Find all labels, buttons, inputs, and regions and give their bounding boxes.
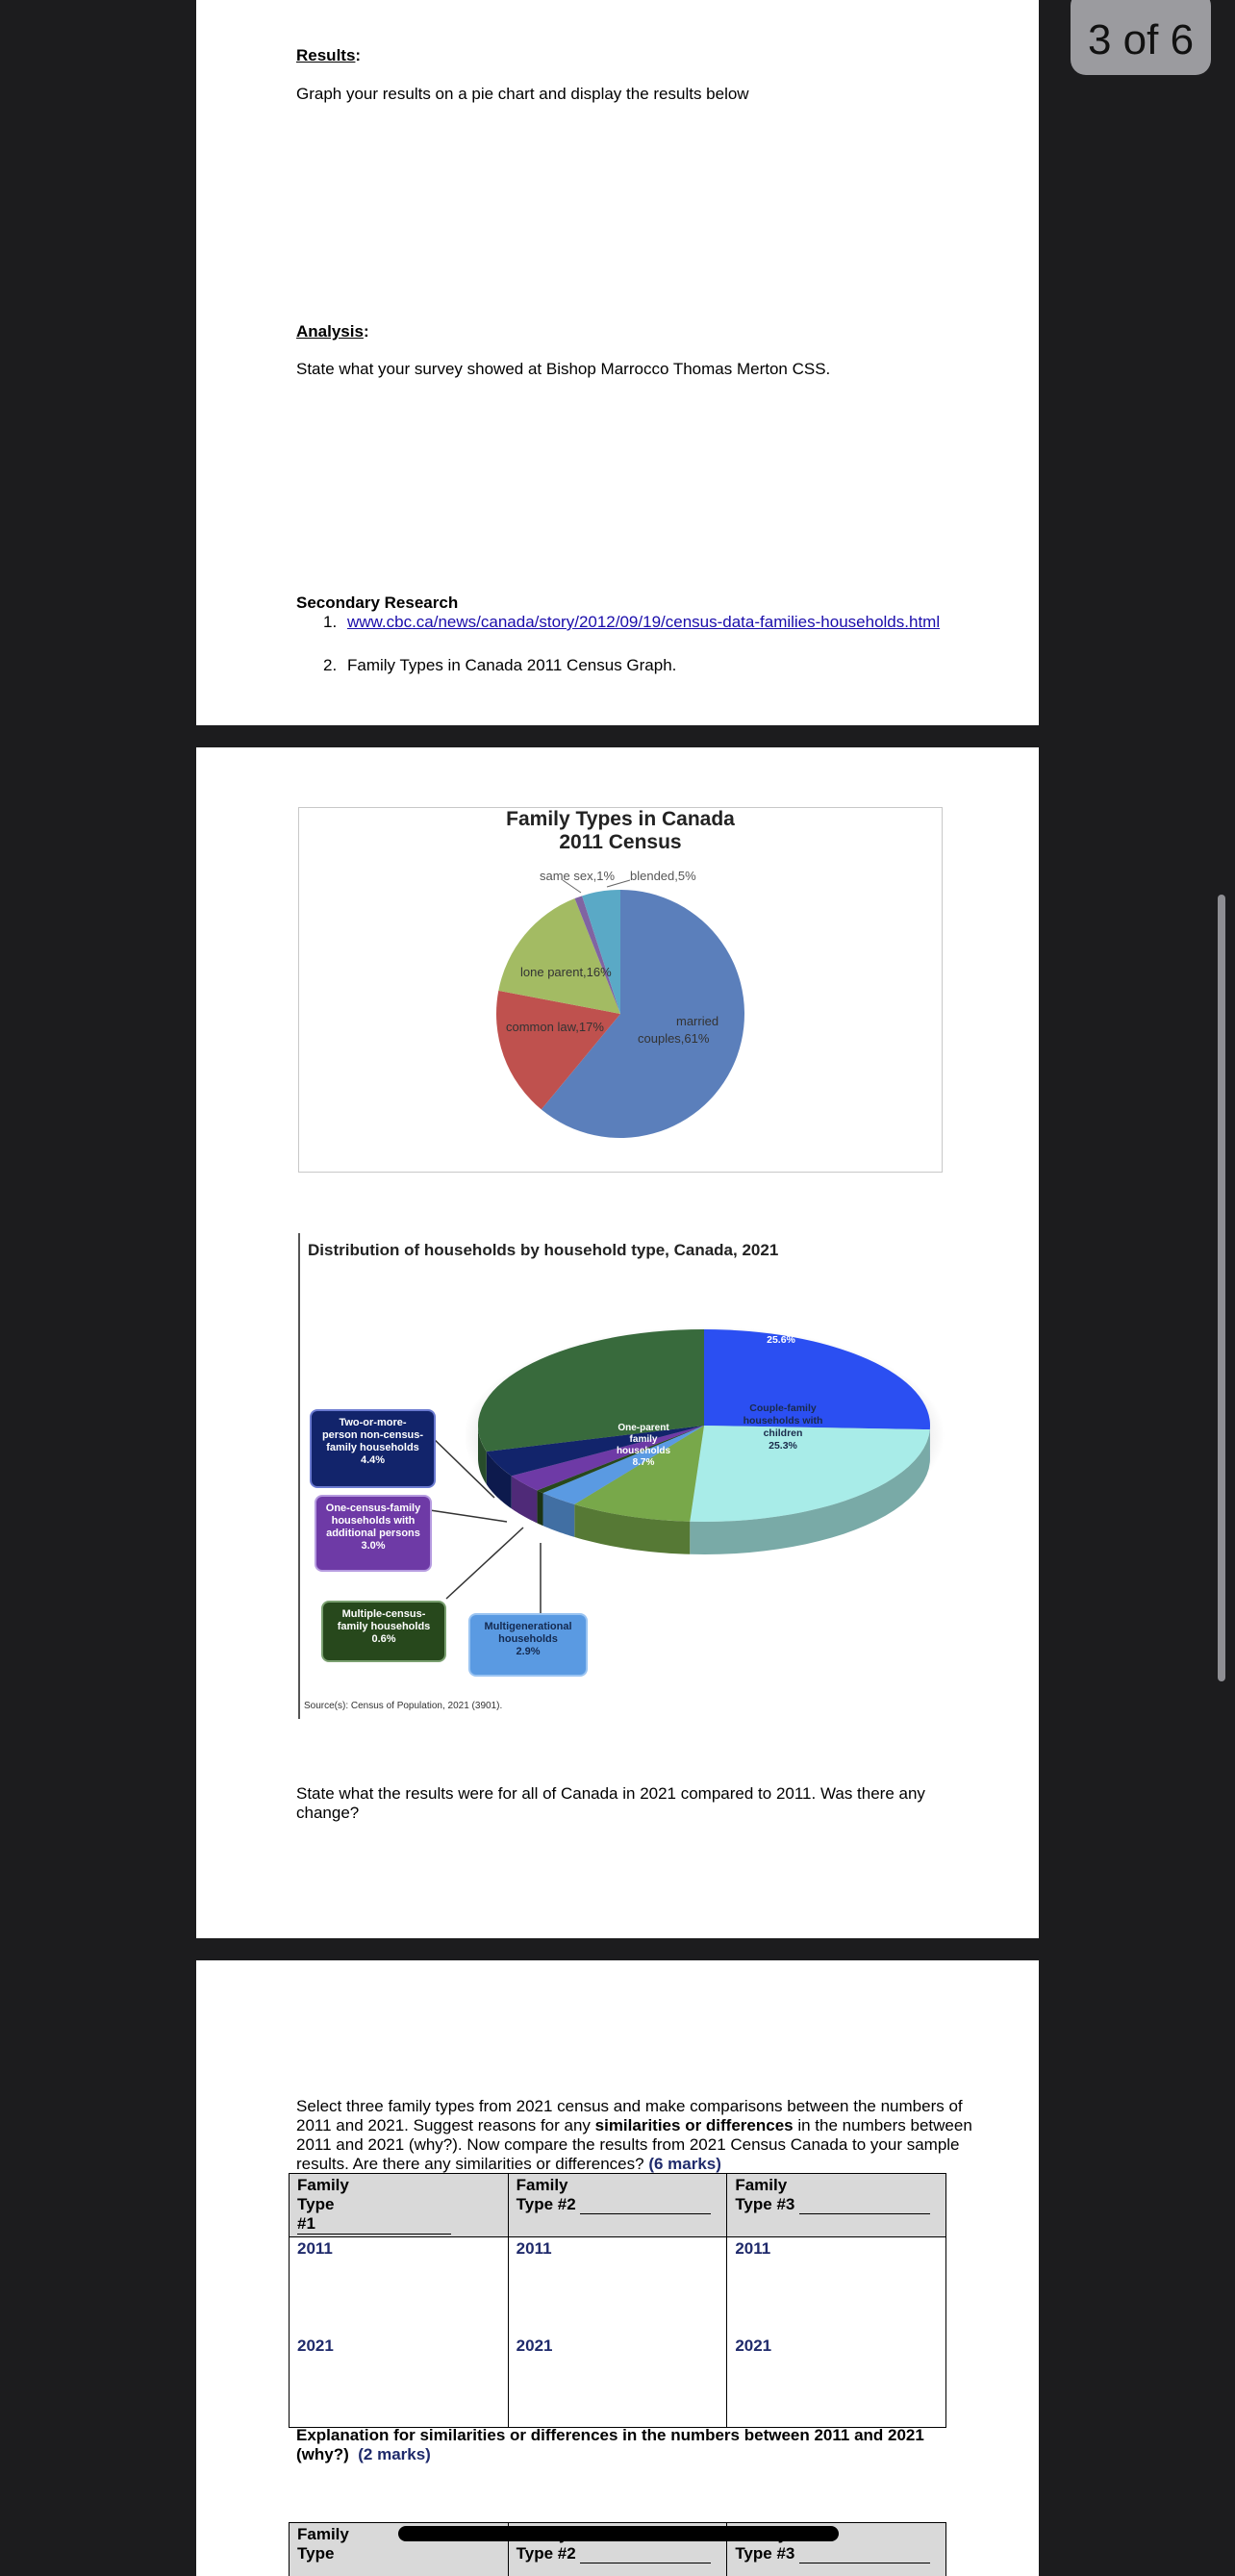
results-heading: Results: [296,46,361,65]
list-number-2: 2. [323,656,337,675]
label-couple-without-l1: Couple-family [747,1297,815,1308]
table2-header-type-1: Family Type [290,2523,509,2576]
household-distribution-2021-chart [298,1233,964,1719]
label-lone-parent: lone parent,16% [520,965,612,979]
family-types-2011-chart [298,807,943,1173]
label-married-line2: couples,61% [638,1031,710,1046]
label-common-law: common law,17% [506,1020,604,1034]
leader-multiple [446,1528,523,1599]
side-4 [537,1490,542,1526]
cell-type2[interactable]: 2011 2021 [508,2237,727,2428]
chart2-title: Distribution of households by household type, Canada, 2021 [308,1241,778,1260]
explanation-prompt: Explanation for similarities or differences in the numbers between 2011 and 2021 (why?) (2 marks) [296,2426,970,2464]
header-family-type-1: Family Type #1 [290,2174,509,2237]
list-number-1: 1. [323,613,337,632]
callout-one-census: One-census-family households with additional persons 3.0% [315,1495,432,1572]
label-one-parent-l1: One-parent [618,1423,669,1433]
callout-two-or-more: Two-or-more- person non-census- family households 4.4% [310,1409,436,1488]
label-couple-without-l4: 25.6% [767,1334,795,1346]
family-type-comparison-table [289,2173,946,2428]
label-couple-with-l4: 25.3% [769,1440,797,1452]
label-couple-without-l3: children [762,1322,801,1333]
label-one-person-l2: 29.3% [578,1300,607,1311]
comparison-instructions: Select three family types from 2021 census and make comparisons between the numbers of 2011 and 2021. Suggest reasons for any similarities or differences in the numbers between 2011 and 2021 (why?). Now compare the results from 2021 Census Canada to your sample results. Are there any similarities or differences? (6 marks) [296,2097,994,2174]
label-same-sex: same sex,1% [540,869,615,883]
comparison-question: State what the results were for all of Canada in 2021 compared to 2011. Was there any change? [296,1784,931,1823]
header-family-type-2: Family Type #2 [508,2174,727,2237]
document-page-1 [196,0,1039,725]
label-one-parent-l4: 8.7% [633,1457,655,1468]
table2-header-type-2: Type #2 [508,2523,727,2576]
label-couple-without-l2: households without [733,1309,829,1321]
table2-header-type-3: Type #3 [727,2523,946,2576]
page-indicator: 3 of 6 [1071,0,1211,75]
pie-2021-slices [478,1329,930,1522]
vertical-scrollbar[interactable] [1218,895,1225,1681]
family-types-graph-item: Family Types in Canada 2011 Census Graph. [347,656,676,675]
label-blended: blended,5% [630,869,696,883]
chart-title: Family Types in Canada [299,808,942,831]
cell-type1[interactable]: 2011 2021 [290,2237,509,2428]
label-one-person-l1: One-person households [535,1287,651,1299]
label-couple-with-l2: households with [744,1415,823,1427]
callout-multiple: Multiple-census- family households 0.6% [321,1601,446,1662]
document-page-3 [196,1960,1039,2576]
cbc-census-link[interactable]: www.cbc.ca/news/canada/story/2012/09/19/census-data-families-households.html [347,613,940,632]
secondary-research-heading: Secondary Research [296,593,458,613]
cell-type3[interactable]: 2011 2021 [727,2237,946,2428]
label-married-line1: married [676,1014,718,1028]
label-one-parent-l2: family [630,1434,658,1445]
callout-multigen: Multigenerational households 2.9% [468,1613,588,1677]
header-family-type-3: Family Type #3 [727,2174,946,2237]
document-page-2 [196,747,1039,1938]
analysis-heading: Analysis: [296,322,369,341]
home-indicator[interactable] [398,2526,839,2541]
label-couple-with-l3: children [764,1427,803,1439]
leader-one-census [430,1510,507,1522]
chart2-source: Source(s): Census of Population, 2021 (3901). [304,1701,502,1711]
chart-subtitle: 2011 Census [299,831,942,854]
label-couple-with-l1: Couple-family [749,1402,817,1414]
results-instructions: Graph your results on a pie chart and display the results below [296,85,749,104]
analysis-instructions: State what your survey showed at Bishop Marrocco Thomas Merton CSS. [296,360,830,379]
pie-2011-svg [299,808,942,1172]
label-one-parent-l3: households [617,1446,671,1456]
